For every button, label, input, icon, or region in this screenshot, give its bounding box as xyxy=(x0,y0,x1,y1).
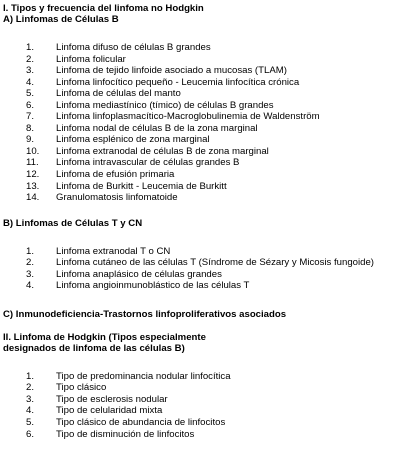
list-item xyxy=(3,169,403,181)
list-a xyxy=(3,42,403,204)
list-item-text: Linfoma de tejido linfoide asociado a mucosas (TLAM) xyxy=(56,65,287,77)
list-item xyxy=(3,157,403,169)
list-item-number: 2. xyxy=(26,257,35,269)
list-item-number: 5. xyxy=(26,88,35,100)
list-item xyxy=(3,429,403,441)
list-item xyxy=(3,371,403,383)
list-item-number: 9. xyxy=(26,134,35,146)
list-item xyxy=(3,146,403,158)
list-ii xyxy=(3,371,403,440)
list-item-text: Linfoma de células del manto xyxy=(56,88,181,100)
list-item-text: Tipo de esclerosis nodular xyxy=(56,393,168,405)
list-item-number: 5. xyxy=(26,417,35,429)
list-item-text: Tipo de disminución de linfocitos xyxy=(56,428,195,440)
list-item-text: Linfoma nodal de células B de la zona marginal xyxy=(56,122,258,134)
list-item xyxy=(3,65,403,77)
list-item-text: Linfoma intravascular de células grandes B xyxy=(56,157,240,169)
list-item-text: Linfoma de efusión primaria xyxy=(56,169,175,181)
list-item-number: 4. xyxy=(26,76,35,88)
list-item-number: 12. xyxy=(26,169,40,181)
list-item-text: Linfoma mediastínico (tímico) de células B grandes xyxy=(56,99,274,111)
list-item-number: 14. xyxy=(26,192,40,204)
list-item-text: Granulomatosis linfomatoide xyxy=(56,192,178,204)
list-item-number: 1. xyxy=(26,42,35,53)
list-item xyxy=(3,100,403,112)
list-item-text: Linfoma anaplásico de células grandes xyxy=(56,268,222,280)
list-item-text: Linfoma difuso de células B grandes xyxy=(56,42,211,53)
list-item xyxy=(3,42,403,54)
list-item-number: 3. xyxy=(26,393,35,405)
list-item-text: Linfoma de Burkitt - Leucemia de Burkitt xyxy=(56,180,227,192)
list-item xyxy=(3,77,403,89)
list-item-text: Tipo clásico de abundancia de linfocitos xyxy=(56,417,226,429)
section-i-title: I. Tipos y frecuencia del linfoma no Hodgkin xyxy=(3,3,204,14)
list-item-number: 10. xyxy=(26,145,40,157)
list-item-text: Linfoma extranodal T o CN xyxy=(56,245,171,257)
section-b-title: B) Linfomas de Células T y CN xyxy=(3,217,143,229)
list-item xyxy=(3,417,403,429)
list-item xyxy=(3,257,403,269)
list-item-number: 8. xyxy=(26,122,35,134)
list-item-text: Linfoma cutáneo de las células T (Síndrome de Sézary y Micosis fungoide) xyxy=(56,257,375,269)
list-item-text: Linfoma extranodal de células B de zona marginal xyxy=(56,145,269,157)
section-a-title: A) Linfomas de Células B xyxy=(3,14,119,25)
list-item xyxy=(3,88,403,100)
list-item xyxy=(3,111,403,123)
list-item-number: 6. xyxy=(26,428,35,440)
section-c-title: C) Inmunodeficiencia-Trastornos linfoproliferativos asociados xyxy=(3,308,287,320)
list-item-number: 4. xyxy=(26,280,35,292)
list-item-number: 4. xyxy=(26,405,35,417)
list-item-number: 2. xyxy=(26,53,35,65)
list-item xyxy=(3,192,403,204)
list-item-text: Tipo de predominancia nodular linfocítica xyxy=(56,370,231,382)
document xyxy=(3,3,403,440)
list-item-number: 13. xyxy=(26,180,40,192)
list-item-text: Tipo de celularidad mixta xyxy=(56,405,163,417)
list-item-text: Linfoma linfoplasmacítico-Macroglobulinemia de Waldenström xyxy=(56,111,320,123)
list-item xyxy=(3,280,403,292)
list-item-text: Linfoma esplénico de zona marginal xyxy=(56,134,210,146)
list-item-number: 3. xyxy=(26,65,35,77)
list-item xyxy=(3,134,403,146)
list-item xyxy=(3,181,403,193)
list-item-text: Linfoma folicular xyxy=(56,53,126,65)
list-item-number: 3. xyxy=(26,268,35,280)
list-item-text: Linfoma linfocítico pequeño - Leucemia linfocítica crónica xyxy=(56,76,300,88)
section-ii-title-line1: II. Linfoma de Hodgkin (Tipos especialmente xyxy=(3,331,206,343)
list-item-number: 11. xyxy=(26,157,39,169)
list-item xyxy=(3,246,403,258)
list-item xyxy=(3,123,403,135)
list-item-text: Linfoma angioinmunoblástico de las células T xyxy=(56,280,250,292)
list-item-number: 6. xyxy=(26,99,35,111)
list-item-text: Tipo clásico xyxy=(56,382,107,394)
list-item xyxy=(3,405,403,417)
list-item xyxy=(3,382,403,394)
list-b xyxy=(3,246,403,292)
list-item xyxy=(3,394,403,406)
list-item-number: 1. xyxy=(26,245,35,257)
list-item-number: 2. xyxy=(26,382,35,394)
list-item xyxy=(3,269,403,281)
list-item-number: 7. xyxy=(26,111,35,123)
section-ii-title-line2: designados de linfoma de las células B) xyxy=(3,342,185,354)
list-item-number: 1. xyxy=(26,370,35,382)
list-item xyxy=(3,54,403,66)
